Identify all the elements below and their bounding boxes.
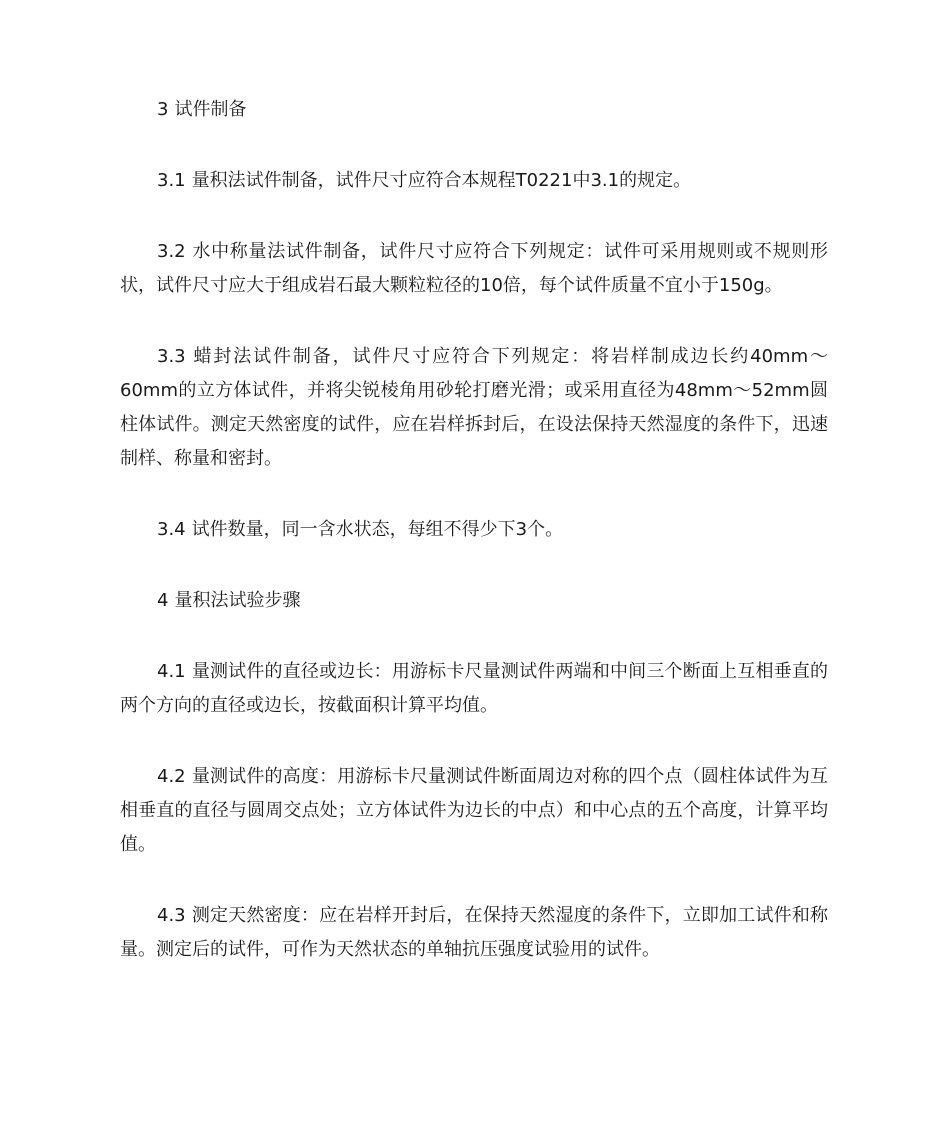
paragraph-text: 量测试件的高度：用游标卡尺量测试件断面周边对称的四个点（圆柱体试件为互相垂直的直径与圆周交点处；立方体试件为边长的中点）和中心点的五个高度，计算平均值。 — [120, 766, 828, 855]
paragraph-number: 4 — [157, 590, 169, 611]
paragraph-text: 量测试件的直径或边长：用游标卡尺量测试件两端和中间三个断面上互相垂直的两个方向的直径或边长，按截面积计算平均值。 — [120, 661, 828, 716]
paragraph-number: 4.1 — [157, 661, 186, 682]
paragraph-3-1 — [120, 164, 828, 198]
paragraph-text: 试件数量，同一含水状态，每组不得少下3个。 — [191, 519, 564, 540]
paragraph-text: 蜡封法试件制备，试件尺寸应符合下列规定：将岩样制成边长约40mm～60mm的立方体试件，并将尖锐棱角用砂轮打磨光滑；或采用直径为48mm～52mm圆柱体试件。测定天然密度的试件，应在岩样拆封后，在设法保持天然湿度的条件下，迅速制样、称量和密封。 — [120, 346, 828, 469]
paragraph-text: 量积法试验步骤 — [174, 590, 301, 611]
paragraph-3-4 — [120, 513, 828, 547]
paragraph-number: 4.2 — [157, 766, 186, 787]
section-3-heading — [120, 93, 828, 127]
document-body — [120, 93, 828, 1004]
paragraph-number: 3.2 — [157, 241, 186, 262]
paragraph-number: 3.3 — [157, 346, 186, 367]
paragraph-number: 4.3 — [157, 905, 186, 926]
paragraph-3-2 — [120, 235, 828, 303]
paragraph-text: 测定天然密度：应在岩样开封后，在保持天然湿度的条件下，立即加工试件和称量。测定后的试件，可作为天然状态的单轴抗压强度试验用的试件。 — [120, 905, 828, 960]
paragraph-text: 量积法试件制备，试件尺寸应符合本规程T0221中3.1的规定。 — [191, 170, 692, 191]
paragraph-number: 3 — [157, 99, 169, 120]
paragraph-3-3 — [120, 340, 828, 476]
paragraph-4-1 — [120, 655, 828, 723]
paragraph-number: 3.1 — [157, 170, 186, 191]
paragraph-number: 3.4 — [157, 519, 186, 540]
paragraph-4-2 — [120, 760, 828, 862]
paragraph-text: 水中称量法试件制备，试件尺寸应符合下列规定：试件可采用规则或不规则形状，试件尺寸应大于组成岩石最大颗粒粒径的10倍，每个试件质量不宜小于150g。 — [120, 241, 828, 296]
paragraph-text: 试件制备 — [174, 99, 247, 120]
section-4-heading — [120, 584, 828, 618]
paragraph-4-3 — [120, 899, 828, 967]
